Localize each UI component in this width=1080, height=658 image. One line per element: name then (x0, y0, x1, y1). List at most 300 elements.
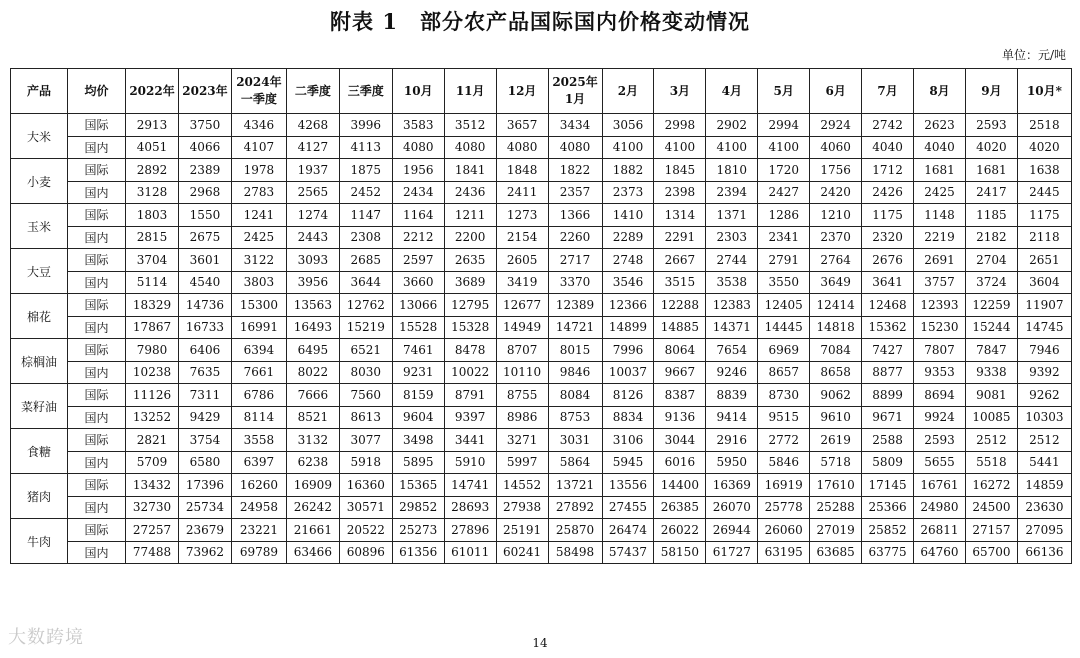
price-cell: 3370 (548, 271, 602, 294)
price-cell: 7980 (126, 339, 179, 362)
price-cell: 3550 (758, 271, 810, 294)
price-cell: 1803 (126, 204, 179, 227)
price-cell: 14736 (178, 294, 231, 317)
price-cell: 5846 (758, 451, 810, 474)
price-cell: 13556 (602, 474, 654, 497)
price-cell: 6786 (231, 384, 286, 407)
market-label: 国内 (68, 136, 126, 159)
column-header: 7月 (862, 69, 914, 114)
table-row (11, 316, 1072, 339)
column-header: 12月 (496, 69, 548, 114)
price-cell: 3657 (496, 114, 548, 137)
price-cell: 8126 (602, 384, 654, 407)
price-cell: 57437 (602, 541, 654, 564)
price-cell: 25852 (862, 519, 914, 542)
price-cell: 2924 (810, 114, 862, 137)
price-cell: 10110 (496, 361, 548, 384)
price-cell: 3498 (392, 429, 444, 452)
price-cell: 5655 (914, 451, 966, 474)
market-label: 国内 (68, 271, 126, 294)
market-label: 国内 (68, 226, 126, 249)
table-row (11, 159, 1072, 182)
column-header: 2025年1月 (548, 69, 602, 114)
price-cell: 12389 (548, 294, 602, 317)
column-header: 4月 (706, 69, 758, 114)
price-cell: 1210 (810, 204, 862, 227)
product-name: 玉米 (11, 204, 68, 249)
price-cell: 4107 (231, 136, 286, 159)
price-cell: 10037 (602, 361, 654, 384)
price-cell: 12762 (339, 294, 392, 317)
price-cell: 2420 (810, 181, 862, 204)
price-cell: 9062 (810, 384, 862, 407)
product-name: 菜籽油 (11, 384, 68, 429)
product-name: 牛肉 (11, 519, 68, 564)
price-cell: 7311 (178, 384, 231, 407)
price-cell: 2821 (126, 429, 179, 452)
price-cell: 2635 (444, 249, 496, 272)
price-cell: 2452 (339, 181, 392, 204)
price-cell: 9515 (758, 406, 810, 429)
price-cell: 7946 (1017, 339, 1071, 362)
price-cell: 13066 (392, 294, 444, 317)
price-cell: 2968 (178, 181, 231, 204)
price-cell: 3583 (392, 114, 444, 137)
price-cell: 7661 (231, 361, 286, 384)
price-cell: 12677 (496, 294, 548, 317)
price-table (10, 68, 1072, 564)
price-cell: 16493 (286, 316, 339, 339)
price-cell: 2443 (286, 226, 339, 249)
price-cell: 32730 (126, 496, 179, 519)
price-cell: 1550 (178, 204, 231, 227)
price-cell: 4080 (444, 136, 496, 159)
price-cell: 2308 (339, 226, 392, 249)
watermark-logo: 大数跨境 (8, 627, 84, 648)
price-cell: 7807 (914, 339, 966, 362)
price-cell: 3754 (178, 429, 231, 452)
price-cell: 6969 (758, 339, 810, 362)
price-cell: 2182 (965, 226, 1017, 249)
price-cell: 6580 (178, 451, 231, 474)
price-cell: 5910 (444, 451, 496, 474)
price-cell: 13721 (548, 474, 602, 497)
price-cell: 9246 (706, 361, 758, 384)
price-cell: 9671 (862, 406, 914, 429)
product-name: 食糖 (11, 429, 68, 474)
price-cell: 26242 (286, 496, 339, 519)
price-cell: 15300 (231, 294, 286, 317)
price-cell: 58498 (548, 541, 602, 564)
price-cell: 3434 (548, 114, 602, 137)
price-cell: 3558 (231, 429, 286, 452)
price-cell: 2667 (654, 249, 706, 272)
price-cell: 27455 (602, 496, 654, 519)
price-cell: 1164 (392, 204, 444, 227)
price-cell: 4080 (496, 136, 548, 159)
price-cell: 17867 (126, 316, 179, 339)
price-cell: 27019 (810, 519, 862, 542)
price-cell: 66136 (1017, 541, 1071, 564)
price-cell: 2744 (706, 249, 758, 272)
price-cell: 3093 (286, 249, 339, 272)
price-cell: 6521 (339, 339, 392, 362)
price-cell: 3649 (810, 271, 862, 294)
market-label: 国内 (68, 541, 126, 564)
column-header: 10月* (1017, 69, 1071, 114)
price-cell: 2892 (126, 159, 179, 182)
table-row (11, 271, 1072, 294)
table-row (11, 541, 1072, 564)
price-cell: 8986 (496, 406, 548, 429)
price-cell: 12414 (810, 294, 862, 317)
price-cell: 5518 (965, 451, 1017, 474)
price-cell: 26022 (654, 519, 706, 542)
price-cell: 2651 (1017, 249, 1071, 272)
price-cell: 3122 (231, 249, 286, 272)
price-cell: 26944 (706, 519, 758, 542)
price-cell: 5997 (496, 451, 548, 474)
price-cell: 3031 (548, 429, 602, 452)
price-cell: 2373 (602, 181, 654, 204)
price-cell: 3956 (286, 271, 339, 294)
price-cell: 5918 (339, 451, 392, 474)
table-row (11, 249, 1072, 272)
price-cell: 63685 (810, 541, 862, 564)
price-cell: 8899 (862, 384, 914, 407)
price-cell: 16360 (339, 474, 392, 497)
price-cell: 2341 (758, 226, 810, 249)
price-cell: 4100 (654, 136, 706, 159)
price-cell: 6016 (654, 451, 706, 474)
price-cell: 2518 (1017, 114, 1071, 137)
price-cell: 4040 (914, 136, 966, 159)
price-cell: 2291 (654, 226, 706, 249)
price-cell: 8613 (339, 406, 392, 429)
price-cell: 2742 (862, 114, 914, 137)
column-header: 2月 (602, 69, 654, 114)
price-cell: 1845 (654, 159, 706, 182)
price-cell: 8753 (548, 406, 602, 429)
price-cell: 2791 (758, 249, 810, 272)
table-row (11, 474, 1072, 497)
price-cell: 12795 (444, 294, 496, 317)
price-cell: 2623 (914, 114, 966, 137)
price-cell: 4100 (758, 136, 810, 159)
price-cell: 30571 (339, 496, 392, 519)
price-cell: 6238 (286, 451, 339, 474)
price-cell: 15328 (444, 316, 496, 339)
column-header: 均价 (68, 69, 126, 114)
price-cell: 12383 (706, 294, 758, 317)
price-cell: 11126 (126, 384, 179, 407)
market-label: 国内 (68, 316, 126, 339)
price-cell: 5950 (706, 451, 758, 474)
table-row (11, 519, 1072, 542)
table-row (11, 294, 1072, 317)
price-cell: 2425 (914, 181, 966, 204)
price-cell: 8658 (810, 361, 862, 384)
price-cell: 25734 (178, 496, 231, 519)
price-cell: 8159 (392, 384, 444, 407)
price-cell: 25366 (862, 496, 914, 519)
price-cell: 9610 (810, 406, 862, 429)
price-cell: 14552 (496, 474, 548, 497)
price-cell: 21661 (286, 519, 339, 542)
price-cell: 2588 (862, 429, 914, 452)
price-cell: 23679 (178, 519, 231, 542)
price-cell: 7847 (965, 339, 1017, 362)
price-cell: 7560 (339, 384, 392, 407)
price-cell: 14741 (444, 474, 496, 497)
price-cell: 18329 (126, 294, 179, 317)
price-cell: 2200 (444, 226, 496, 249)
price-cell: 2783 (231, 181, 286, 204)
price-cell: 24980 (914, 496, 966, 519)
price-cell: 3724 (965, 271, 1017, 294)
price-cell: 5114 (126, 271, 179, 294)
price-cell: 8834 (602, 406, 654, 429)
price-cell: 12259 (965, 294, 1017, 317)
price-cell: 25778 (758, 496, 810, 519)
price-cell: 5864 (548, 451, 602, 474)
price-cell: 16260 (231, 474, 286, 497)
product-name: 大米 (11, 114, 68, 159)
price-cell: 2717 (548, 249, 602, 272)
price-cell: 2748 (602, 249, 654, 272)
price-cell: 9429 (178, 406, 231, 429)
price-cell: 16272 (965, 474, 1017, 497)
price-cell: 2425 (231, 226, 286, 249)
price-cell: 1756 (810, 159, 862, 182)
price-cell: 7461 (392, 339, 444, 362)
price-cell: 1681 (965, 159, 1017, 182)
price-cell: 2434 (392, 181, 444, 204)
price-cell: 1274 (286, 204, 339, 227)
page-number: 14 (532, 636, 548, 650)
price-cell: 8521 (286, 406, 339, 429)
price-cell: 9846 (548, 361, 602, 384)
product-name: 猪肉 (11, 474, 68, 519)
market-label: 国内 (68, 181, 126, 204)
price-cell: 17396 (178, 474, 231, 497)
price-cell: 5945 (602, 451, 654, 474)
price-cell: 12393 (914, 294, 966, 317)
price-cell: 1148 (914, 204, 966, 227)
price-cell: 3512 (444, 114, 496, 137)
price-cell: 8478 (444, 339, 496, 362)
price-cell: 2593 (965, 114, 1017, 137)
price-cell: 12366 (602, 294, 654, 317)
market-label: 国际 (68, 384, 126, 407)
price-cell: 2417 (965, 181, 1017, 204)
price-cell: 14899 (602, 316, 654, 339)
price-cell: 15244 (965, 316, 1017, 339)
price-cell: 4113 (339, 136, 392, 159)
price-cell: 10303 (1017, 406, 1071, 429)
price-cell: 7654 (706, 339, 758, 362)
price-cell: 4268 (286, 114, 339, 137)
price-cell: 64760 (914, 541, 966, 564)
price-cell: 4080 (392, 136, 444, 159)
price-cell: 26070 (706, 496, 758, 519)
price-cell: 4051 (126, 136, 179, 159)
column-header: 二季度 (286, 69, 339, 114)
price-cell: 8839 (706, 384, 758, 407)
price-cell: 3644 (339, 271, 392, 294)
price-cell: 3660 (392, 271, 444, 294)
price-cell: 6394 (231, 339, 286, 362)
price-cell: 2357 (548, 181, 602, 204)
price-cell: 5809 (862, 451, 914, 474)
price-cell: 1185 (965, 204, 1017, 227)
price-cell: 3538 (706, 271, 758, 294)
price-cell: 3803 (231, 271, 286, 294)
table-row (11, 204, 1072, 227)
price-cell: 2902 (706, 114, 758, 137)
price-cell: 63466 (286, 541, 339, 564)
column-header: 2024年一季度 (231, 69, 286, 114)
price-cell: 1848 (496, 159, 548, 182)
price-cell: 27095 (1017, 519, 1071, 542)
price-cell: 2913 (126, 114, 179, 137)
column-header: 2023年 (178, 69, 231, 114)
price-cell: 2118 (1017, 226, 1071, 249)
price-cell: 1956 (392, 159, 444, 182)
price-cell: 9397 (444, 406, 496, 429)
price-cell: 25288 (810, 496, 862, 519)
price-cell: 4020 (1017, 136, 1071, 159)
price-cell: 2411 (496, 181, 548, 204)
price-cell: 1822 (548, 159, 602, 182)
price-cell: 1681 (914, 159, 966, 182)
price-cell: 15365 (392, 474, 444, 497)
price-cell: 27157 (965, 519, 1017, 542)
price-cell: 16761 (914, 474, 966, 497)
column-header: 8月 (914, 69, 966, 114)
price-cell: 3128 (126, 181, 179, 204)
price-cell: 7427 (862, 339, 914, 362)
price-cell: 6397 (231, 451, 286, 474)
market-label: 国际 (68, 474, 126, 497)
column-header: 6月 (810, 69, 862, 114)
price-cell: 2436 (444, 181, 496, 204)
price-cell: 2619 (810, 429, 862, 452)
price-cell: 61011 (444, 541, 496, 564)
price-cell: 61727 (706, 541, 758, 564)
price-cell: 3546 (602, 271, 654, 294)
price-cell: 23630 (1017, 496, 1071, 519)
price-cell: 2605 (496, 249, 548, 272)
price-cell: 2394 (706, 181, 758, 204)
price-cell: 14885 (654, 316, 706, 339)
price-cell: 4080 (548, 136, 602, 159)
price-cell: 4127 (286, 136, 339, 159)
table-row (11, 361, 1072, 384)
price-cell: 3044 (654, 429, 706, 452)
price-cell: 2389 (178, 159, 231, 182)
price-cell: 26060 (758, 519, 810, 542)
price-cell: 3750 (178, 114, 231, 137)
price-cell: 2512 (965, 429, 1017, 452)
price-cell: 26811 (914, 519, 966, 542)
price-cell: 15219 (339, 316, 392, 339)
price-cell: 2676 (862, 249, 914, 272)
price-cell: 2154 (496, 226, 548, 249)
price-cell: 9081 (965, 384, 1017, 407)
price-cell: 9338 (965, 361, 1017, 384)
price-cell: 4100 (706, 136, 758, 159)
price-cell: 14371 (706, 316, 758, 339)
price-cell: 63195 (758, 541, 810, 564)
price-cell: 2426 (862, 181, 914, 204)
price-cell: 8114 (231, 406, 286, 429)
market-label: 国际 (68, 339, 126, 362)
price-cell: 1273 (496, 204, 548, 227)
price-cell: 3996 (339, 114, 392, 137)
price-cell: 3132 (286, 429, 339, 452)
market-label: 国际 (68, 294, 126, 317)
price-cell: 27938 (496, 496, 548, 519)
price-cell: 14818 (810, 316, 862, 339)
price-cell: 20522 (339, 519, 392, 542)
price-cell: 7084 (810, 339, 862, 362)
header-row (11, 69, 1072, 114)
table-row (11, 406, 1072, 429)
price-cell: 14859 (1017, 474, 1071, 497)
price-cell: 16991 (231, 316, 286, 339)
price-cell: 2303 (706, 226, 758, 249)
price-cell: 2597 (392, 249, 444, 272)
product-name: 棕榈油 (11, 339, 68, 384)
price-cell: 8030 (339, 361, 392, 384)
price-cell: 2219 (914, 226, 966, 249)
price-cell: 2916 (706, 429, 758, 452)
price-cell: 1978 (231, 159, 286, 182)
price-cell: 4020 (965, 136, 1017, 159)
price-cell: 16369 (706, 474, 758, 497)
price-cell: 15528 (392, 316, 444, 339)
market-label: 国际 (68, 429, 126, 452)
price-cell: 4060 (810, 136, 862, 159)
price-cell: 60896 (339, 541, 392, 564)
price-cell: 77488 (126, 541, 179, 564)
price-cell: 9924 (914, 406, 966, 429)
price-cell: 3689 (444, 271, 496, 294)
price-cell: 3441 (444, 429, 496, 452)
market-label: 国内 (68, 451, 126, 474)
price-cell: 2565 (286, 181, 339, 204)
price-cell: 13252 (126, 406, 179, 429)
price-cell: 7635 (178, 361, 231, 384)
price-cell: 25191 (496, 519, 548, 542)
price-cell: 1175 (1017, 204, 1071, 227)
price-cell: 1410 (602, 204, 654, 227)
price-cell: 8791 (444, 384, 496, 407)
price-cell: 14949 (496, 316, 548, 339)
price-cell: 25273 (392, 519, 444, 542)
price-cell: 7996 (602, 339, 654, 362)
column-header: 3月 (654, 69, 706, 114)
price-cell: 2764 (810, 249, 862, 272)
price-cell: 2320 (862, 226, 914, 249)
price-cell: 14745 (1017, 316, 1071, 339)
price-cell: 15362 (862, 316, 914, 339)
price-cell: 2212 (392, 226, 444, 249)
market-label: 国际 (68, 204, 126, 227)
price-cell: 3271 (496, 429, 548, 452)
price-cell: 3604 (1017, 271, 1071, 294)
